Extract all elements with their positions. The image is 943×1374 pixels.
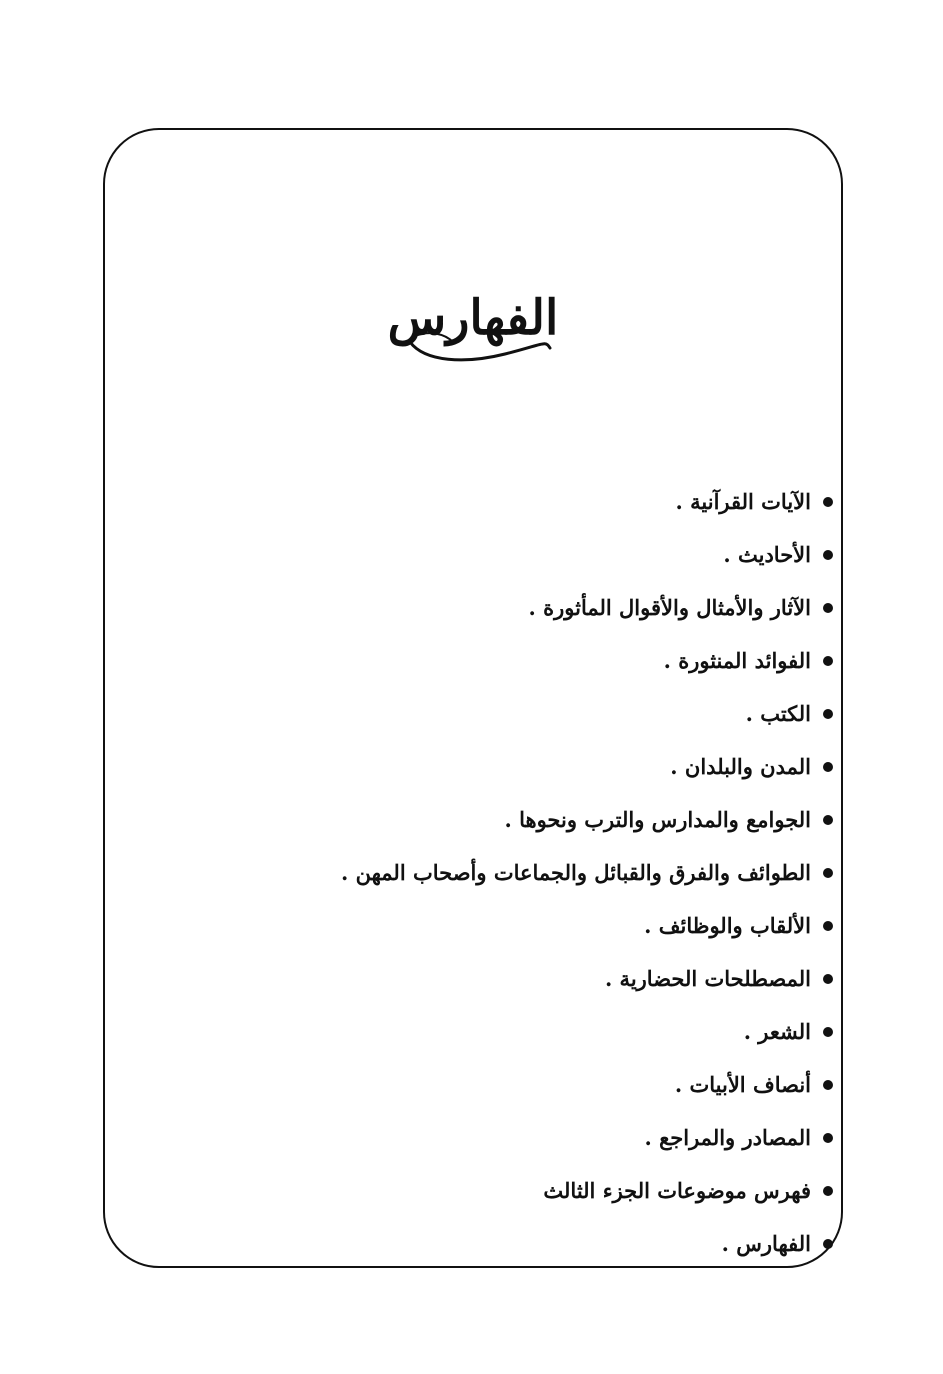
bullet-icon [823,762,833,772]
page-title: الفهارس [387,290,559,346]
list-item-label: الأحاديث . [723,542,811,567]
list-item-label: الطوائف والفرق والقبائل والجماعات وأصحاب المهن . [341,860,811,885]
list-item [233,793,833,846]
bullet-icon [823,974,833,984]
list-item-label: فهرس موضوعات الجزء الثالث [543,1178,811,1203]
list-item-label: المصطلحات الحضارية . [604,966,811,991]
list-item-label: الفهارس . [721,1231,811,1256]
list-item-label: أنصاف الأبيات . [674,1072,811,1097]
list-item [233,1058,833,1111]
calligraphy-flourish-icon [405,322,555,362]
list-item-label: المدن والبلدان . [670,754,811,779]
list-item-label: الكتب . [745,701,811,726]
bullet-icon [823,815,833,825]
list-item [233,952,833,1005]
bullet-icon [823,603,833,613]
bullet-icon [823,656,833,666]
bullet-icon [823,1239,833,1249]
list-item-label: الآثار والأمثال والأقوال المأثورة . [528,595,811,620]
bullet-icon [823,1027,833,1037]
list-item [233,846,833,899]
bullet-icon [823,1133,833,1143]
list-item-label: الآيات القرآنية . [675,489,811,514]
list-item-label: الفوائد المنثورة . [663,648,811,673]
list-item [233,687,833,740]
list-item-label: الألقاب والوظائف . [644,913,811,938]
bullet-icon [823,550,833,560]
list-item [233,1217,833,1270]
list-item [233,899,833,952]
list-item [233,1164,833,1217]
bullet-icon [823,497,833,507]
list-item [233,740,833,793]
list-item [233,1111,833,1164]
bullet-icon [823,868,833,878]
list-item [233,634,833,687]
list-item-label: الجوامع والمدارس والترب ونحوها . [504,807,811,832]
bullet-icon [823,921,833,931]
list-item [233,581,833,634]
list-item [233,475,833,528]
list-item [233,528,833,581]
index-list [233,475,833,1270]
bullet-icon [823,1080,833,1090]
bullet-icon [823,709,833,719]
list-item-label: الشعر . [743,1019,811,1044]
bullet-icon [823,1186,833,1196]
list-item [233,1005,833,1058]
list-item-label: المصادر والمراجع . [644,1125,811,1150]
